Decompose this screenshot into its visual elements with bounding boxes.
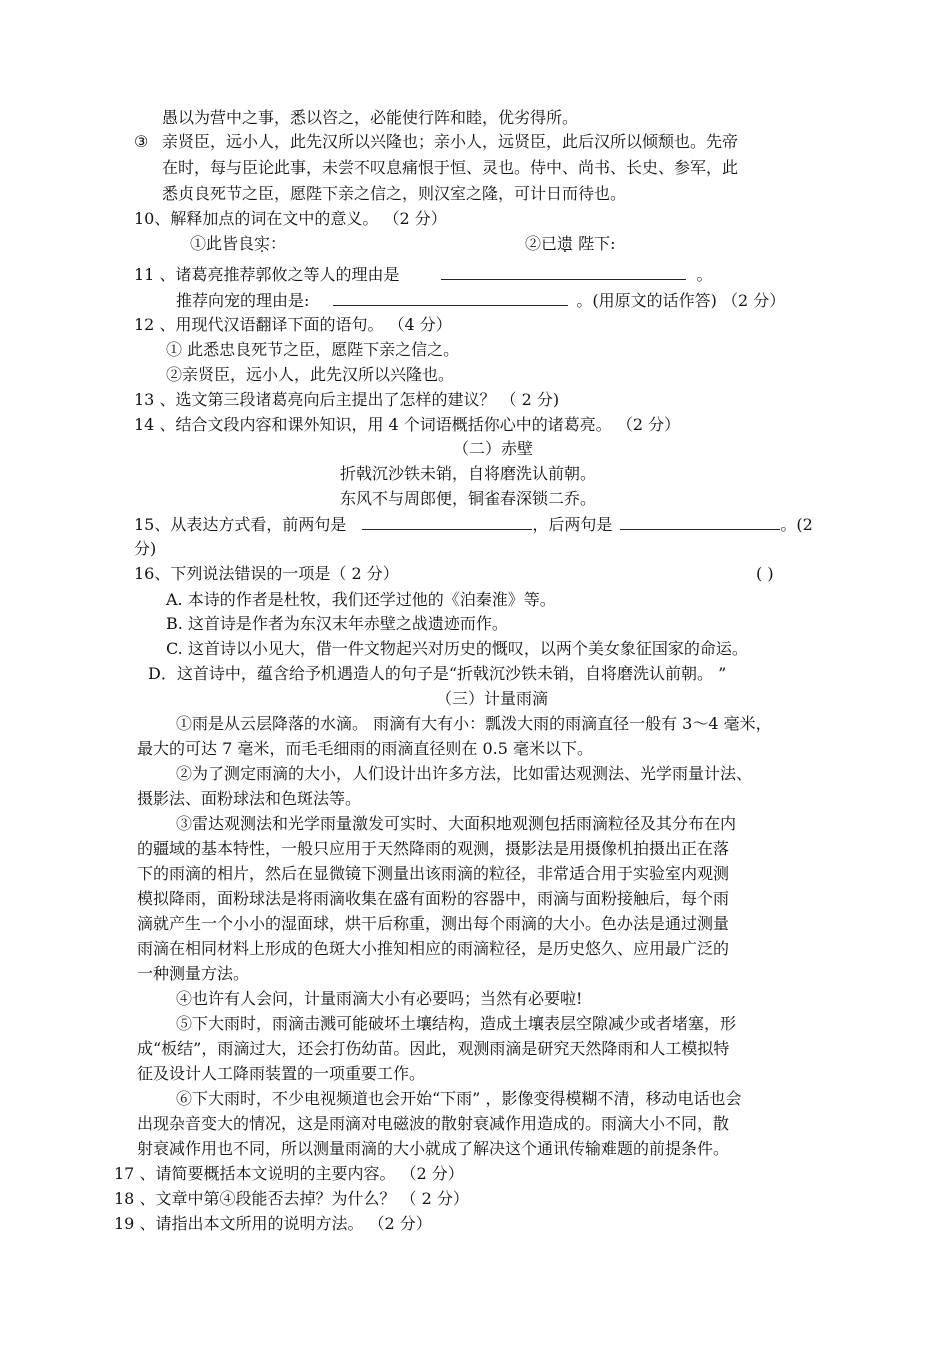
q10-item-1-post: ：: [270, 234, 287, 253]
q15-stem: 15、从表达方式看，前两句是: [134, 515, 347, 534]
article-line: 摄影法、面粉球法和色斑法等。: [137, 789, 362, 808]
poem-line-2: 东风不与周郎便，铜雀春深锁二乔。: [340, 489, 597, 508]
question-14: 14 、结合文段内容和课外知识，用 4 个词语概括你心中的诸葛亮。 （2 分）: [134, 415, 681, 434]
question-15: [134, 513, 813, 536]
q11-stem-2: 推荐向宠的理由是:: [176, 291, 310, 310]
question-10: 10、解释加点的词在文中的意义。 （2 分）: [134, 209, 447, 228]
article-line: 成“板结”，雨滴过大，还会打伤幼苗。因此，观测雨滴是研究天然降雨和人工模拟特: [137, 1039, 730, 1058]
poem-line-1: 折戟沉沙铁未销，自将磨洗认前朝。: [340, 464, 597, 483]
q15-score: 分): [134, 539, 157, 558]
article-line: 一种测量方法。: [137, 964, 250, 983]
article-line: 征及设计人工降雨装置的一项重要工作。: [137, 1064, 426, 1083]
article-title: （三）计量雨滴: [436, 689, 549, 708]
q10-item-1: [190, 233, 286, 255]
passage-line: 在时，每与臣论此事，未尝不叹息痛恨于恒、灵也。侍中、尚书、长史、参军，此: [162, 158, 739, 177]
article-line: ②为了测定雨滴的大小，人们设计出许多方法，比如雷达观测法、光学雨量计法、: [176, 764, 753, 783]
q16-option-d: D．这首诗中，蕴含给予机遇造人的句子是“折戟沉沙铁未销，自将磨洗认前朝。 ”: [148, 664, 727, 683]
poem-title: （二）赤壁: [453, 439, 534, 458]
q15-mid: ，后两句是: [532, 515, 613, 534]
article-line: 模拟降雨，面粉球法是将雨滴收集在盛有面粉的容器中，雨滴与面粉接触后，每个雨: [137, 889, 730, 908]
answer-parentheses[interactable]: ( ): [756, 564, 774, 583]
article-line: 出现杂音变大的情况，这是雨滴对电磁波的散射衰减作用造成的。雨滴大小不同，散: [137, 1114, 730, 1133]
q10-item-2-post: 陛下:: [573, 234, 616, 253]
question-16: 16、下列说法错误的一项是（ 2 分）: [134, 564, 399, 583]
q10-dotted-word-2: 遗: [557, 234, 574, 253]
q10-item-2: [525, 233, 616, 255]
article-line: 雨滴在相同材料上形成的色斑大小推知相应的雨滴粒径，是历史悠久、应用最广泛的: [137, 939, 730, 958]
article-line: ⑤下大雨时，雨滴击溅可能破坏土壤结构，造成土壤表层空隙减少或者堵塞，形: [176, 1014, 737, 1033]
q16-option-c: C. 这首诗以小见大，借一件文物起兴对历史的慨叹，以两个美女象征国家的命运。: [166, 639, 748, 658]
question-18: 18 、文章中第④段能否去掉？为什么？ （ 2 分）: [114, 1189, 469, 1208]
answer-blank[interactable]: [620, 513, 780, 530]
article-line: ③雷达观测法和光学雨量激发可实时、大面积地观测包括雨滴粒径及其分布在内: [176, 814, 737, 833]
q11-instruction: 。(用原文的话作答) （2 分）: [576, 291, 786, 310]
article-line: 下的雨滴的相片，然后在显微镜下测量出该雨滴的粒径，非常适合用于实验室内观测: [137, 864, 730, 883]
answer-blank[interactable]: [362, 513, 532, 530]
q12-item-1: ① 此悉忠良死节之臣，愿陛下亲之信之。: [166, 340, 460, 359]
article-line: 的疆域的基本特性，一般只应用于天然降雨的观测，摄影法是用摄像机拍摄出正在落: [137, 839, 730, 858]
article-line: ⑥下大雨时，不少电视频道也会开始“下雨” ，影像变得模糊不清，移动电话也会: [176, 1089, 742, 1108]
article-line: 最大的可达 7 毫米，而毛毛细雨的雨滴直径则在 0.5 毫米以下。: [137, 739, 593, 758]
article-line: 滴就产生一个小小的湿面球，烘干后称重，测出每个雨滴的大小。色办法是通过测量: [137, 914, 730, 933]
question-17: 17 、请简要概括本文说明的主要内容。 （2 分）: [114, 1164, 464, 1183]
article-line: ①雨是从云层降落的水滴。 雨滴有大有小：瓢泼大雨的雨滴直径一般有 3～4 毫米，: [176, 714, 772, 733]
passage-line: 悉贞良死节之臣，愿陛下亲之信之，则汉室之隆，可计日而待也。: [162, 184, 627, 203]
paragraph-number: ③: [134, 132, 149, 151]
question-12: 12 、用现代汉语翻译下面的语句。 （4 分）: [134, 315, 452, 334]
q10-item-1-pre: ①此皆良: [190, 234, 255, 253]
answer-blank[interactable]: [333, 289, 568, 306]
passage-line: 亲贤臣，远小人，此先汉所以兴隆也；亲小人，远贤臣，此后汉所以倾颓也。先帝: [162, 132, 739, 151]
question-11-line-1: [134, 263, 712, 286]
passage-line: 愚以为营中之事，悉以咨之，必能使行阵和睦，优劣得所。: [162, 108, 579, 127]
q15-end: 。(2: [780, 515, 813, 534]
question-19: 19 、请指出本文所用的说明方法。 （2 分）: [114, 1214, 432, 1233]
q10-item-2-pre: ②已: [525, 234, 558, 253]
article-line: ④也许有人会问，计量雨滴大小有必要吗；当然有必要啦!: [176, 989, 583, 1008]
q16-option-a: A. 本诗的作者是杜牧，我们还学过他的《泊秦淮》等。: [166, 590, 556, 609]
q11-stem: 11 、诸葛亮推荐郭攸之等人的理由是: [134, 265, 400, 284]
q12-item-2: ②亲贤臣，远小人，此先汉所以兴隆也。: [166, 365, 455, 384]
q11-period: 。: [696, 265, 713, 284]
q16-option-b: B. 这首诗是作者为东汉末年赤壁之战遗迹而作。: [166, 614, 508, 633]
question-13: 13 、选文第三段诸葛亮向后主提出了怎样的建议？ （ 2 分): [134, 390, 560, 409]
question-11-line-2: [176, 289, 785, 312]
answer-blank[interactable]: [441, 263, 686, 280]
q10-dotted-word-1: 实: [254, 234, 271, 253]
article-line: 射衰减作用也不同，所以测量雨滴的大小就成了解决这个通讯传输难题的前提条件。: [137, 1139, 730, 1158]
